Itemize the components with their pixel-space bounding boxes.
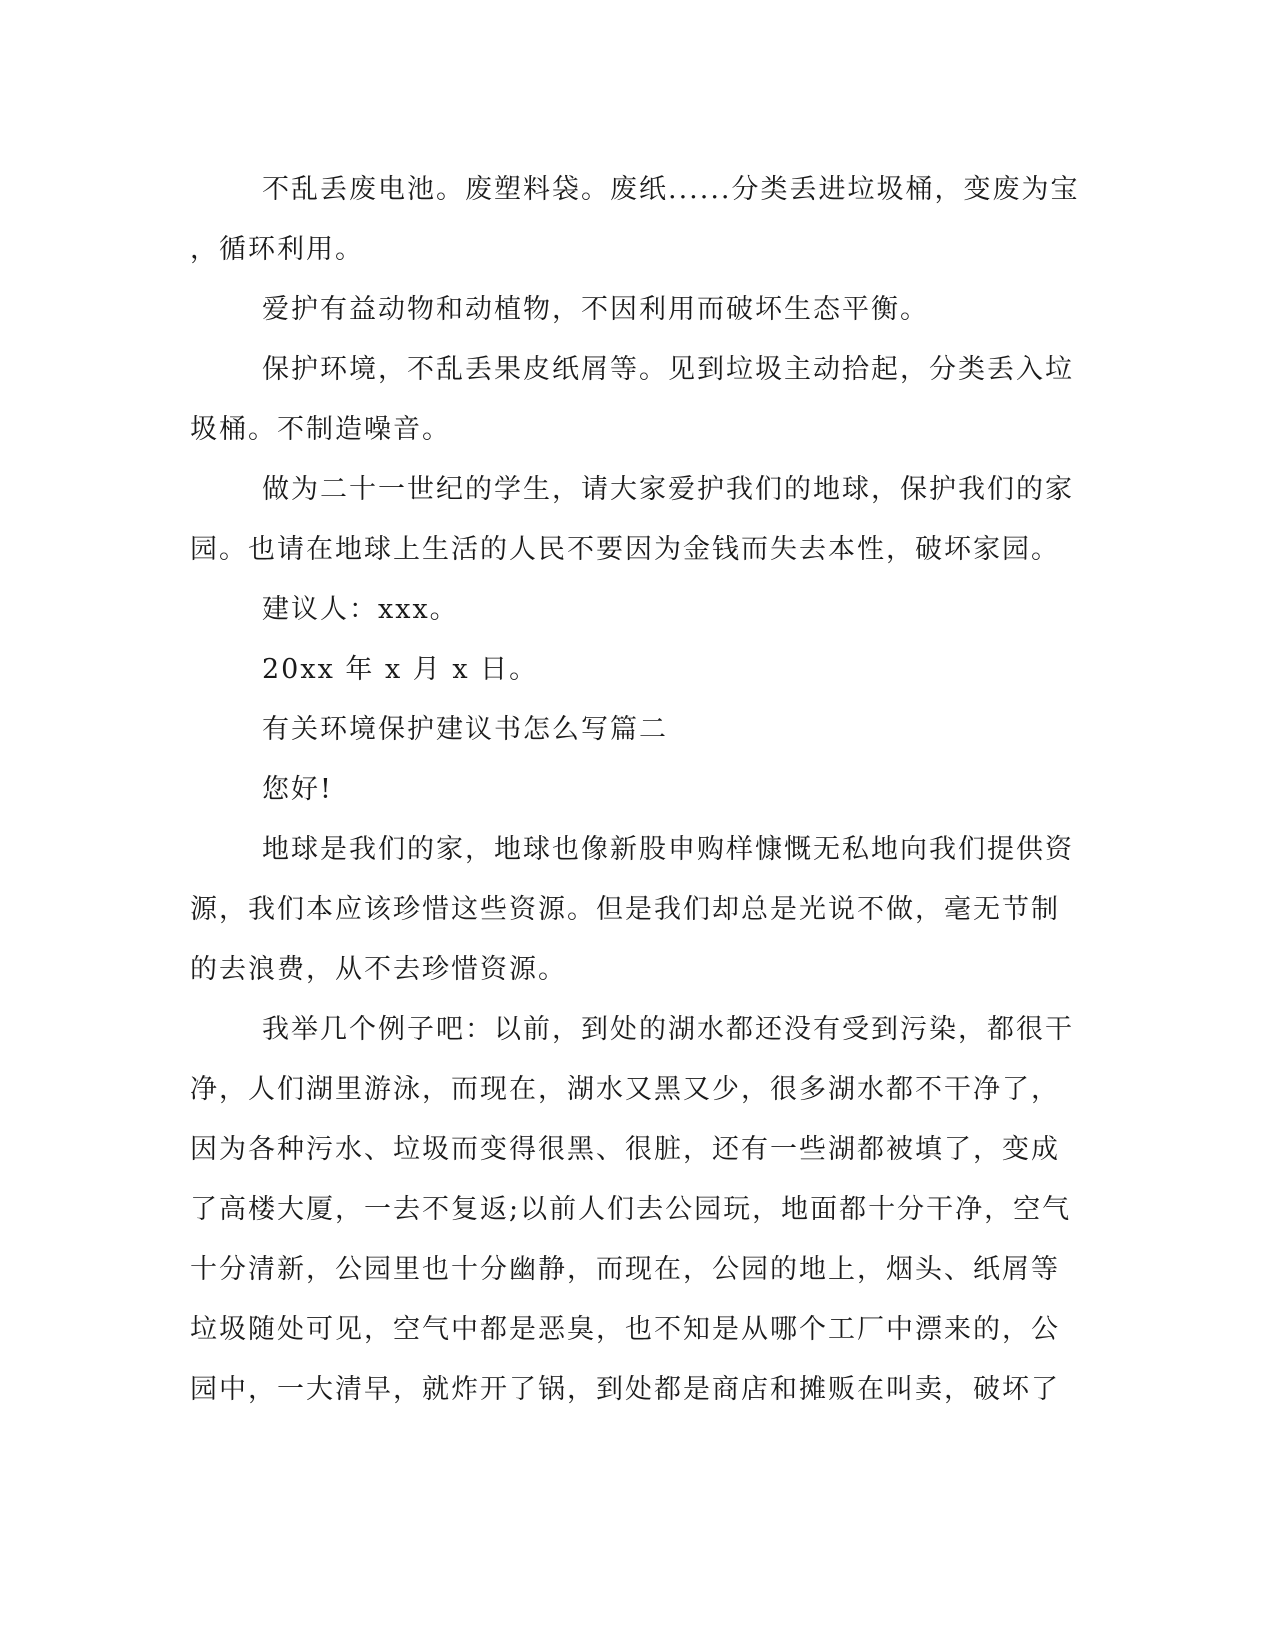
paragraph-line: 爱护有益动物和动植物，不因利用而破坏生态平衡。 [262,294,929,325]
document-body [190,160,1085,1420]
paragraph-line: 净，人们湖里游泳，而现在，湖水又黑又少，很多湖水都不干净了， [190,1074,1060,1105]
paragraph-line: 圾桶。不制造噪音。 [190,414,451,445]
paragraph-line: 园中，一大清早，就炸开了锅，到处都是商店和摊贩在叫卖，破坏了 [190,1374,1060,1405]
paragraph-line: 源，我们本应该珍惜这些资源。但是我们却总是光说不做，毫无节制 [190,894,1060,925]
paragraph-line: 地球是我们的家，地球也像新股申购样慷慨无私地向我们提供资 [262,834,1074,865]
greeting-line: 您好! [262,774,333,805]
date-line: 20xx 年 x 月 x 日。 [262,654,539,685]
paragraph-line: 垃圾随处可见，空气中都是恶臭，也不知是从哪个工厂中漂来的，公 [190,1314,1060,1345]
paragraph-line: ，循环利用。 [190,234,364,265]
paragraph-line: 我举几个例子吧：以前，到处的湖水都还没有受到污染，都很干 [262,1014,1074,1045]
paragraph-line: 的去浪费，从不去珍惜资源。 [190,954,567,985]
paragraph-line: 十分清新，公园里也十分幽静，而现在，公园的地上，烟头、纸屑等 [190,1254,1060,1285]
paragraph-line: 因为各种污水、垃圾而变得很黑、很脏，还有一些湖都被填了，变成 [190,1134,1060,1165]
paragraph-line: 不乱丢废电池。废塑料袋。废纸......分类丢进垃圾桶，变废为宝 [262,174,1080,205]
paragraph-line: 保护环境，不乱丢果皮纸屑等。见到垃圾主动拾起，分类丢入垃 [262,354,1074,385]
section-title: 有关环境保护建议书怎么写篇二 [262,714,668,745]
signature-line: 建议人：xxx。 [262,594,459,625]
paragraph-line: 了高楼大厦，一去不复返;以前人们去公园玩，地面都十分干净，空气 [190,1194,1072,1225]
paragraph-line: 做为二十一世纪的学生，请大家爱护我们的地球，保护我们的家 [262,474,1074,505]
paragraph-line: 园。也请在地球上生活的人民不要因为金钱而失去本性，破坏家园。 [190,534,1060,565]
